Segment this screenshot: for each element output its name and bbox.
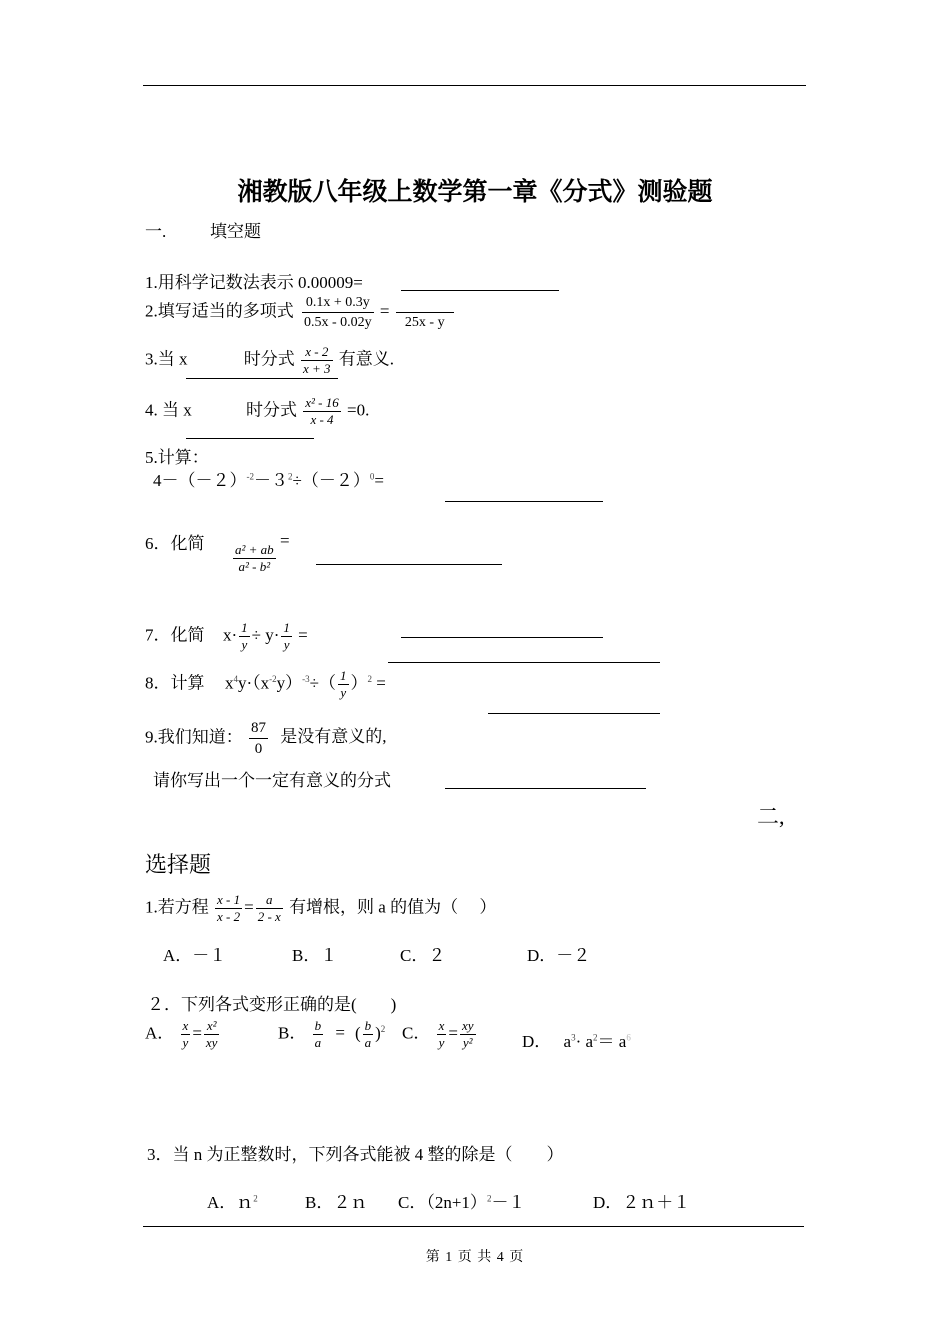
expr-part: ÷（－２） [292,471,370,490]
page-number: 第 1 页 共 4 页 [425,1250,525,1265]
answer-blank-8[interactable] [488,713,660,714]
exponent: 2 [367,673,373,684]
question-text: 1.若方程 [145,897,209,917]
question-suffix: =0. [347,400,370,420]
exponent: 6 [626,1032,631,1043]
denominator: 0 [254,741,263,757]
section-number: 二, [757,804,785,829]
option-label: B． [278,1023,307,1043]
choice-question-1 [145,892,496,925]
question-prefix: 3.当 x [145,349,188,369]
denominator: y [241,637,248,652]
numerator: x² - 16 [305,395,339,410]
denominator: a [364,1035,372,1050]
exponent: 2 [253,1193,258,1204]
denominator: a [314,1035,322,1050]
option-label: C． [402,1023,431,1043]
question-label: 8．计算 [145,673,205,693]
option-c[interactable]: C． $\frac{x}{y}$ = $\frac{xy}{\text{y²}}$ [402,1018,474,1050]
expr-part: x· [223,625,238,645]
question-8 [145,668,386,701]
denominator: y [438,1035,445,1050]
expr-part: = [374,471,384,490]
exponent: 2 [288,471,293,482]
choice-question-2: ２．下列各式变形正确的是( ) [147,995,397,1014]
question-text: 2.填写适当的多项式 [145,301,294,321]
fraction [313,1018,324,1051]
question-5-expression [153,466,384,491]
numerator: 1 [340,668,347,683]
denominator: x - 2 [217,909,241,924]
expr-part: 4－（－２） [153,471,247,490]
denominator: y [182,1035,189,1050]
fraction [303,395,341,428]
answer-blank-7b[interactable] [388,662,660,663]
exponent: 2 [380,1023,386,1034]
question-label: 6．化简 [145,534,205,553]
denominator: x + 3 [303,361,331,376]
numerator: a² + ab [235,542,274,557]
equals-sign: = [335,1023,345,1043]
page-title: 湘教版八年级上数学第一章《分式》测验题 [237,177,713,206]
question-3 [145,344,394,377]
operator: ÷ y· [251,625,280,645]
fraction [181,1018,191,1051]
denominator: 0.5x - 0.02y [304,315,372,330]
fraction [215,892,242,925]
question-prefix: 4. 当 x [145,400,192,420]
exponent: 4 [233,673,238,684]
question-text: 是没有意义的, [280,727,387,747]
option-d[interactable]: D．２ｎ＋１ [593,1193,691,1212]
fraction-blank[interactable] [396,293,454,332]
question-mid: 时分式 [246,400,297,420]
numerator: a [256,892,283,909]
exponent: 0 [369,471,375,482]
fraction [249,718,268,759]
numerator: xy [461,1018,474,1033]
question-5-label: 5.计算： [145,448,209,467]
option-b[interactable]: B． $\frac{b}{a}$ = ( $\frac{b}{a}$ )$^2$ [278,1018,386,1050]
numerator: x [438,1018,445,1033]
section-number: 一. [145,222,167,241]
numerator: x - 1 [217,892,241,907]
question-suffix: 有意义. [338,349,395,369]
fraction [437,1018,447,1051]
equals-sign: = [379,301,390,321]
question-7 [145,620,308,653]
option-d[interactable] [522,1027,631,1052]
question-text: 有增根，则 a 的值为（ ） [289,897,497,917]
numerator: x [182,1018,189,1033]
option-c[interactable] [398,1188,525,1213]
numerator: b [314,1018,322,1033]
answer-blank-1[interactable] [401,290,559,291]
numerator: 87 [249,718,268,739]
fraction [301,344,333,377]
denominator: 2 - x [257,909,281,924]
exponent: 3 [571,1032,576,1043]
denominator: x - 4 [310,412,334,427]
option-text: －１ [491,1193,526,1212]
denominator: y [340,685,347,700]
numerator: x² [204,1018,220,1035]
answer-blank-4[interactable] [186,438,314,439]
fraction [239,620,250,653]
option-b[interactable]: B．２ｎ [305,1193,368,1212]
question-6 [145,529,278,575]
option-d[interactable]: D．－２ [527,946,591,965]
answer-blank-3[interactable] [186,378,338,379]
denominator: y² [462,1035,473,1050]
option-a[interactable]: A． $\frac{x}{y}$ = $\frac{\text{x²}}{xy}$ [145,1018,218,1050]
equals-sign: = [298,625,308,645]
question-mid: 时分式 [243,349,295,369]
question-9-prompt: 请你写出一个一定有意义的分式 [153,771,391,790]
expr-part: ＝ a [597,1032,627,1051]
exponent: -2 [269,673,277,684]
answer-blank-9[interactable] [445,788,646,789]
answer-blank-5[interactable] [445,501,603,502]
denominator: 25x - y [404,315,445,330]
option-label: A． [145,1023,175,1043]
fraction [204,1018,220,1051]
fraction [338,668,349,701]
fraction [460,1018,476,1051]
option-text: A．ｎ [207,1193,254,1212]
expr-part: －３ [254,471,288,490]
fraction [281,620,292,653]
option-label: D． [522,1032,552,1051]
answer-blank-6[interactable] [316,564,502,565]
expr-part: · a [575,1032,594,1051]
exponent: -2 [246,471,254,482]
expr-part: y·（x [238,673,270,693]
fraction [363,1018,374,1051]
numerator-blank[interactable] [396,293,454,313]
question-4 [145,395,369,428]
equals-sign: = [376,673,386,693]
numerator: b [364,1018,372,1033]
answer-blank-7[interactable] [401,637,603,638]
equals-sign: = [280,531,290,550]
section-heading: 填空题 [210,222,261,241]
option-a[interactable] [207,1188,258,1213]
option-a[interactable]: A．－１ [163,946,227,965]
numerator: x - 2 [301,344,333,361]
numerator: 1 [241,620,248,635]
fraction [302,293,374,332]
equals-sign: = [244,897,254,917]
section-heading: 选择题 [145,852,212,877]
question-1: 1.用科学记数法表示 0.00009= [145,273,363,292]
denominator: a² - b² [238,559,271,574]
fraction [256,892,283,925]
denominator: xy [205,1035,218,1050]
question-9 [145,718,387,759]
header-rule [143,85,806,86]
question-text: 9.我们知道： [145,727,243,747]
numerator: 1 [283,620,290,635]
expr-part: ） [350,673,368,693]
exponent: -3 [302,673,310,684]
expr-part: x [225,673,234,693]
fraction [233,542,276,575]
option-b[interactable]: B．１ [292,946,338,965]
option-text: C．（2n+1） [398,1193,487,1212]
expr-part: y） [276,673,303,693]
exponent: 2 [486,1193,492,1204]
exponent: 2 [593,1032,598,1043]
option-c[interactable]: C．２ [400,946,446,965]
expr-part: a [563,1032,572,1051]
expr-part: ÷（ [309,673,337,693]
question-label: 7．化简 [145,625,205,645]
numerator: 0.1x + 0.3y [302,293,374,313]
footer-rule [143,1226,804,1227]
question-2 [145,293,456,332]
denominator: y [283,637,290,652]
choice-question-3: 3．当 n 为正整数时，下列各式能被 4 整的除是（ ） [147,1145,564,1164]
